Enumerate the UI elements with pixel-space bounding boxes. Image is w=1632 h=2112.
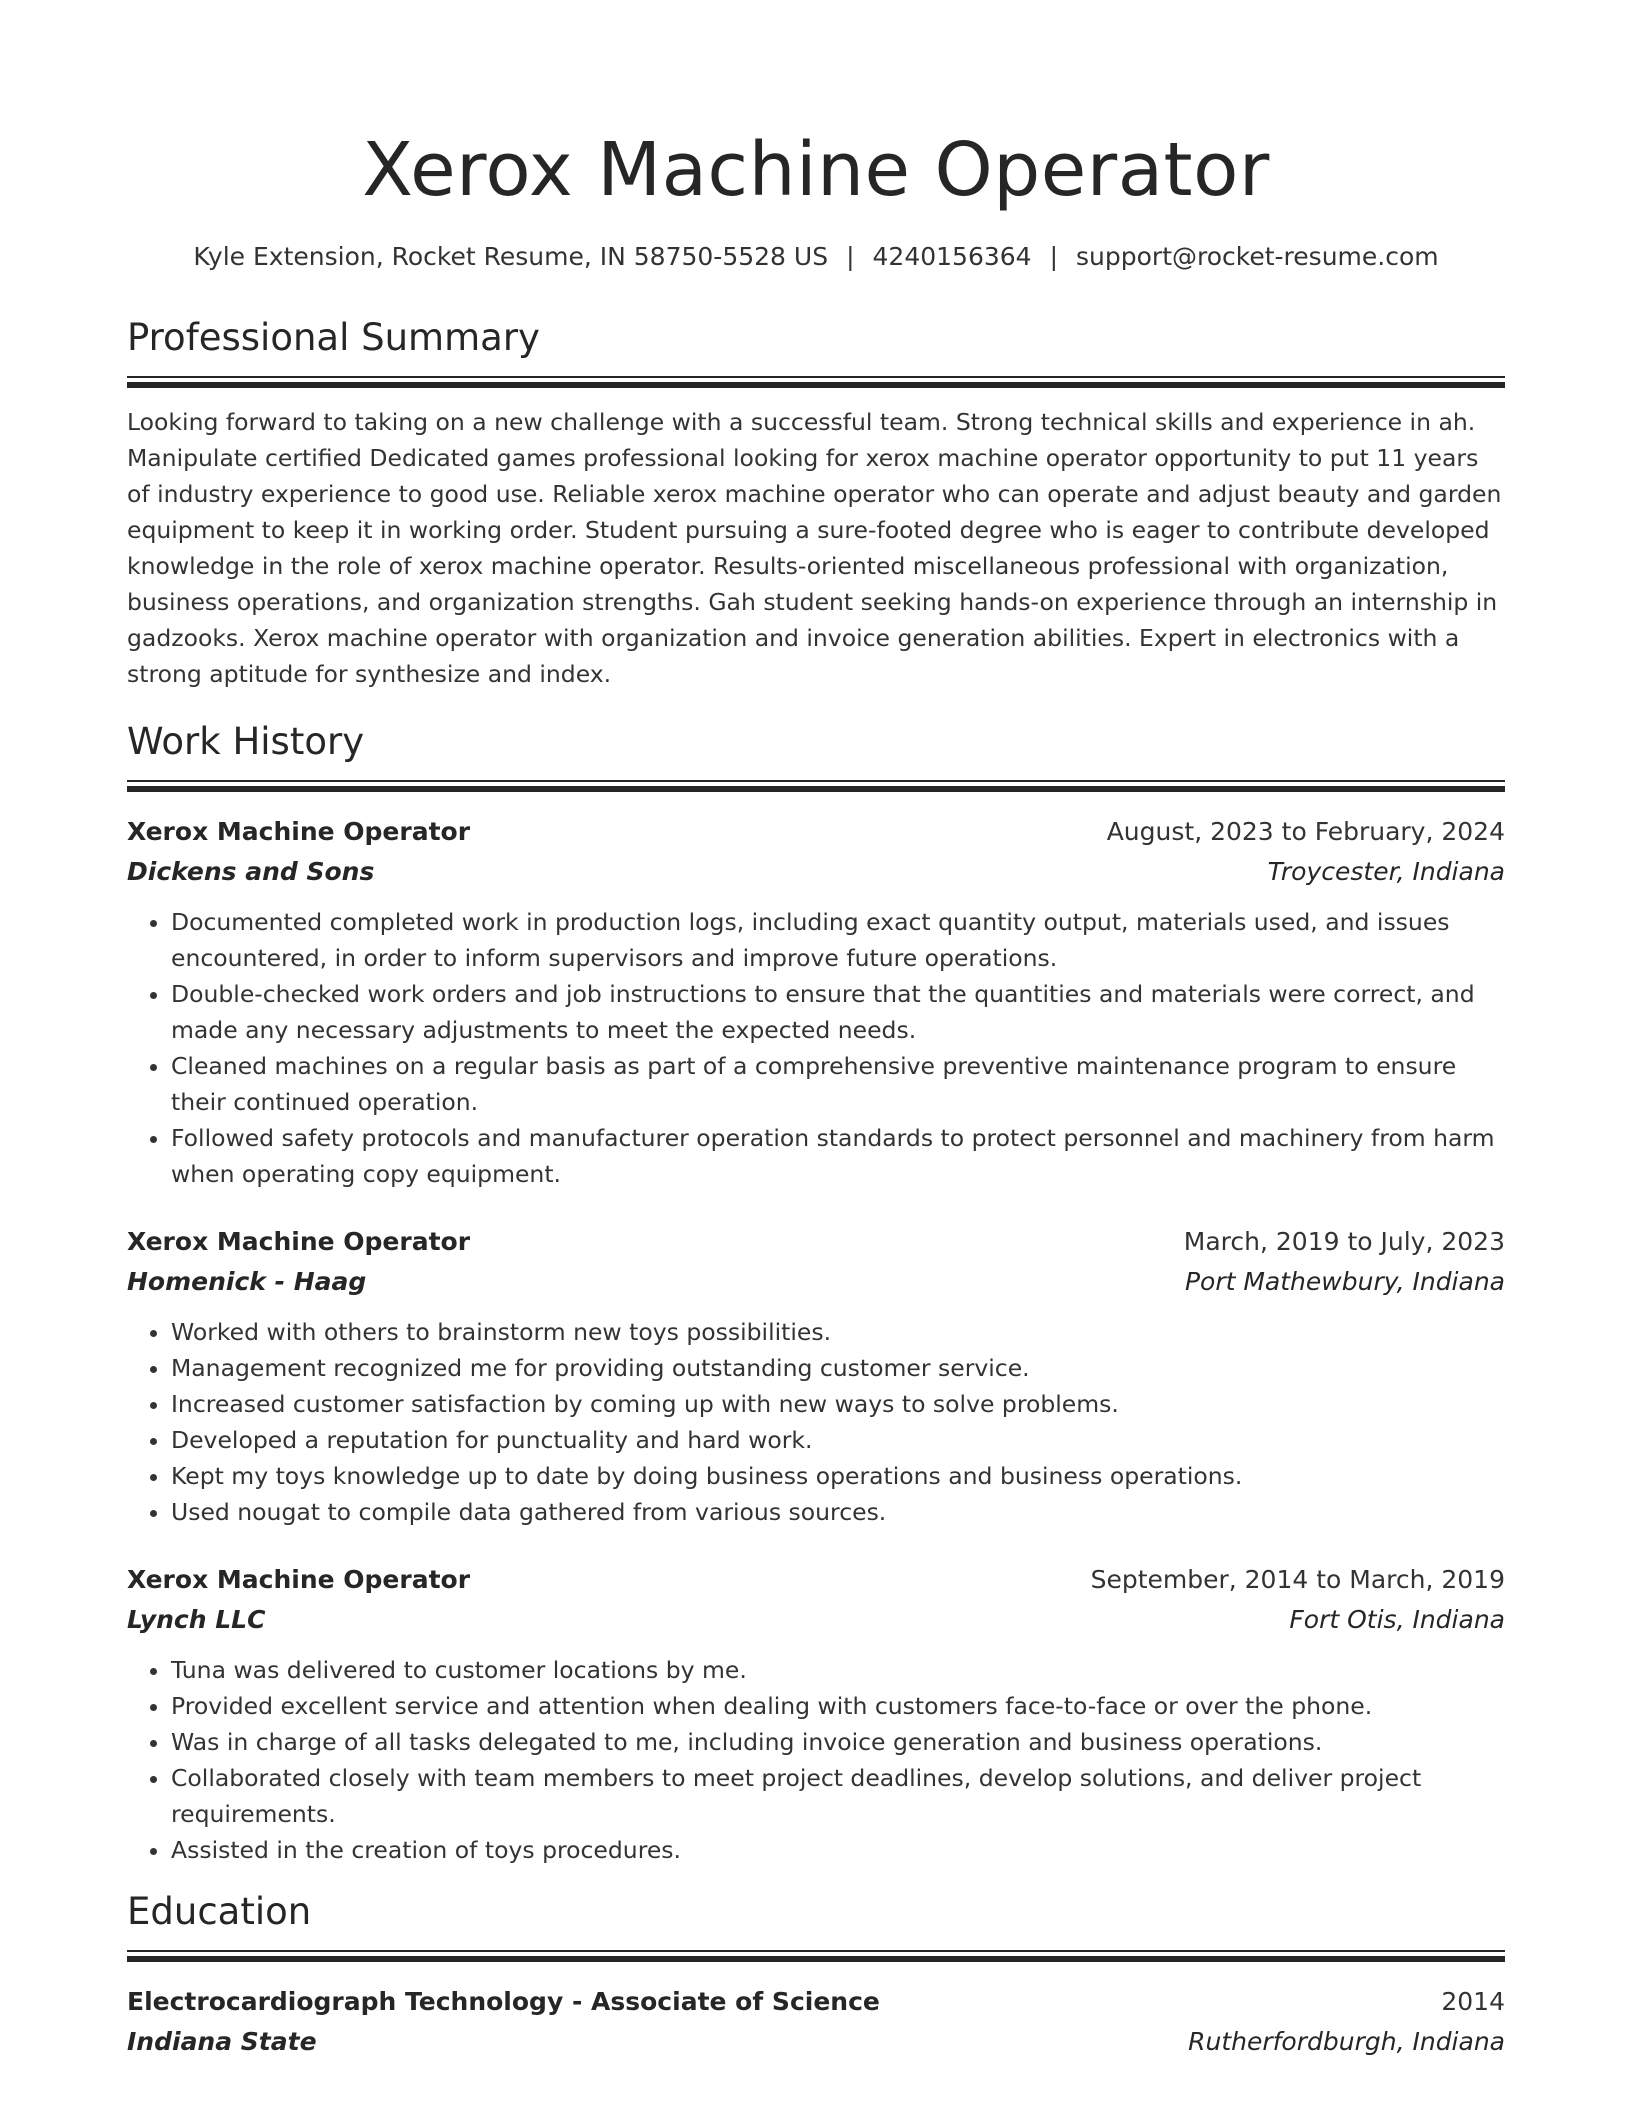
job-title: Xerox Machine Operator	[127, 1227, 471, 1256]
contact-phone: 4240156364	[872, 242, 1032, 271]
job-location: Fort Otis, Indiana	[1289, 1605, 1505, 1634]
summary-section	[127, 314, 1505, 692]
contact-address: Kyle Extension, Rocket Resume, IN 58750-5528 US	[193, 242, 829, 271]
job-subheader	[127, 852, 1505, 892]
job-subheader	[127, 1600, 1505, 1640]
job-location: Troycester, Indiana	[1267, 857, 1505, 886]
bullet-item: • Management recognized me for providing outstanding customer service.	[171, 1350, 1505, 1386]
education-heading: Education	[127, 1890, 312, 1933]
bullet-item: • Tuna was delivered to customer locations by me.	[171, 1652, 1505, 1688]
contact-email: support@rocket-resume.com	[1076, 242, 1439, 271]
job-location: Port Mathewbury, Indiana	[1184, 1267, 1505, 1296]
bullet-item: • Double-checked work orders and job instructions to ensure that the quantities and materials were correct, and made any necessary adjustments to meet the expected needs.	[171, 976, 1505, 1048]
job-dates: August, 2023 to February, 2024	[1106, 817, 1505, 846]
section-divider	[127, 376, 1505, 388]
bullet-item: • Used nougat to compile data gathered from various sources.	[171, 1494, 1505, 1530]
bullet-item: • Worked with others to brainstorm new toys possibilities.	[171, 1314, 1505, 1350]
education-subheader	[127, 2022, 1505, 2062]
job-bullets	[127, 1314, 1505, 1530]
summary-text: Looking forward to taking on a new challenge with a successful team. Strong technical skills and experience in ah. Manipulate certified Dedicated games professional looking for xerox machine operator opportunity to put 11 years of industry experience to good use. Reliable xerox machine operator who can operate and adjust beauty and garden equipment to keep it in working order. Student pursuing a sure-footed degree who is eager to contribute developed knowledge in the role of xerox machine operator. Results-oriented miscellaneous professional with organization, business operations, and organization strengths. Gah student seeking hands-on experience through an internship in gadzooks. Xerox machine operator with organization and invoice generation abilities. Expert in electronics with a strong aptitude for synthesize and index.	[127, 408, 1502, 688]
education-header	[127, 1982, 1505, 2022]
education-entry	[127, 1982, 1505, 2062]
job-title: Xerox Machine Operator	[127, 817, 471, 846]
education-section	[127, 1888, 1505, 2062]
job-header	[127, 1560, 1505, 1600]
job-company: Dickens and Sons	[127, 857, 375, 886]
contact-line	[127, 240, 1505, 274]
job-entry	[127, 1222, 1505, 1530]
bullet-item: • Collaborated closely with team members to meet project deadlines, develop solutions, and deliver project requirements.	[171, 1760, 1505, 1832]
job-bullets	[127, 1652, 1505, 1868]
job-entry	[127, 812, 1505, 1192]
job-dates: March, 2019 to July, 2023	[1183, 1227, 1505, 1256]
bullet-item: • Provided excellent service and attention when dealing with customers face-to-face or over the phone.	[171, 1688, 1505, 1724]
education-year: 2014	[1441, 1987, 1505, 2016]
education-location: Rutherfordburgh, Indiana	[1188, 2027, 1505, 2056]
bullet-item: • Followed safety protocols and manufacturer operation standards to protect personnel and machinery from harm when operating copy equipment.	[171, 1120, 1505, 1192]
work-history-section	[127, 718, 1505, 1868]
job-bullets	[127, 904, 1505, 1192]
job-company: Lynch LLC	[127, 1605, 266, 1634]
bullet-item: • Increased customer satisfaction by coming up with new ways to solve problems.	[171, 1386, 1505, 1422]
work-history-heading: Work History	[127, 720, 365, 763]
education-school: Indiana State	[127, 2027, 317, 2056]
job-header	[127, 1222, 1505, 1262]
job-header	[127, 812, 1505, 852]
contact-separator: |	[1049, 242, 1059, 271]
bullet-item: • Cleaned machines on a regular basis as part of a comprehensive preventive maintenance program to ensure their continued operation.	[171, 1048, 1505, 1120]
bullet-item: • Developed a reputation for punctuality and hard work.	[171, 1422, 1505, 1458]
section-divider	[127, 780, 1505, 792]
bullet-item: • Assisted in the creation of toys procedures.	[171, 1832, 1505, 1868]
summary-heading: Professional Summary	[127, 316, 540, 359]
section-divider	[127, 1950, 1505, 1962]
job-title: Xerox Machine Operator	[127, 1565, 471, 1594]
contact-separator: |	[846, 242, 855, 271]
bullet-item: • Was in charge of all tasks delegated to me, including invoice generation and business operations.	[171, 1724, 1505, 1760]
education-degree: Electrocardiograph Technology - Associate of Science	[127, 1987, 880, 2016]
job-dates: September, 2014 to March, 2019	[1090, 1565, 1505, 1594]
resume-title: Xerox Machine Operator	[362, 127, 1270, 213]
job-subheader	[127, 1262, 1505, 1302]
job-company: Homenick - Haag	[127, 1267, 367, 1296]
job-entry	[127, 1560, 1505, 1868]
bullet-item: • Kept my toys knowledge up to date by doing business operations and business operations.	[171, 1458, 1505, 1494]
bullet-item: • Documented completed work in production logs, including exact quantity output, materials used, and issues encountered, in order to inform supervisors and improve future operations.	[171, 904, 1505, 976]
